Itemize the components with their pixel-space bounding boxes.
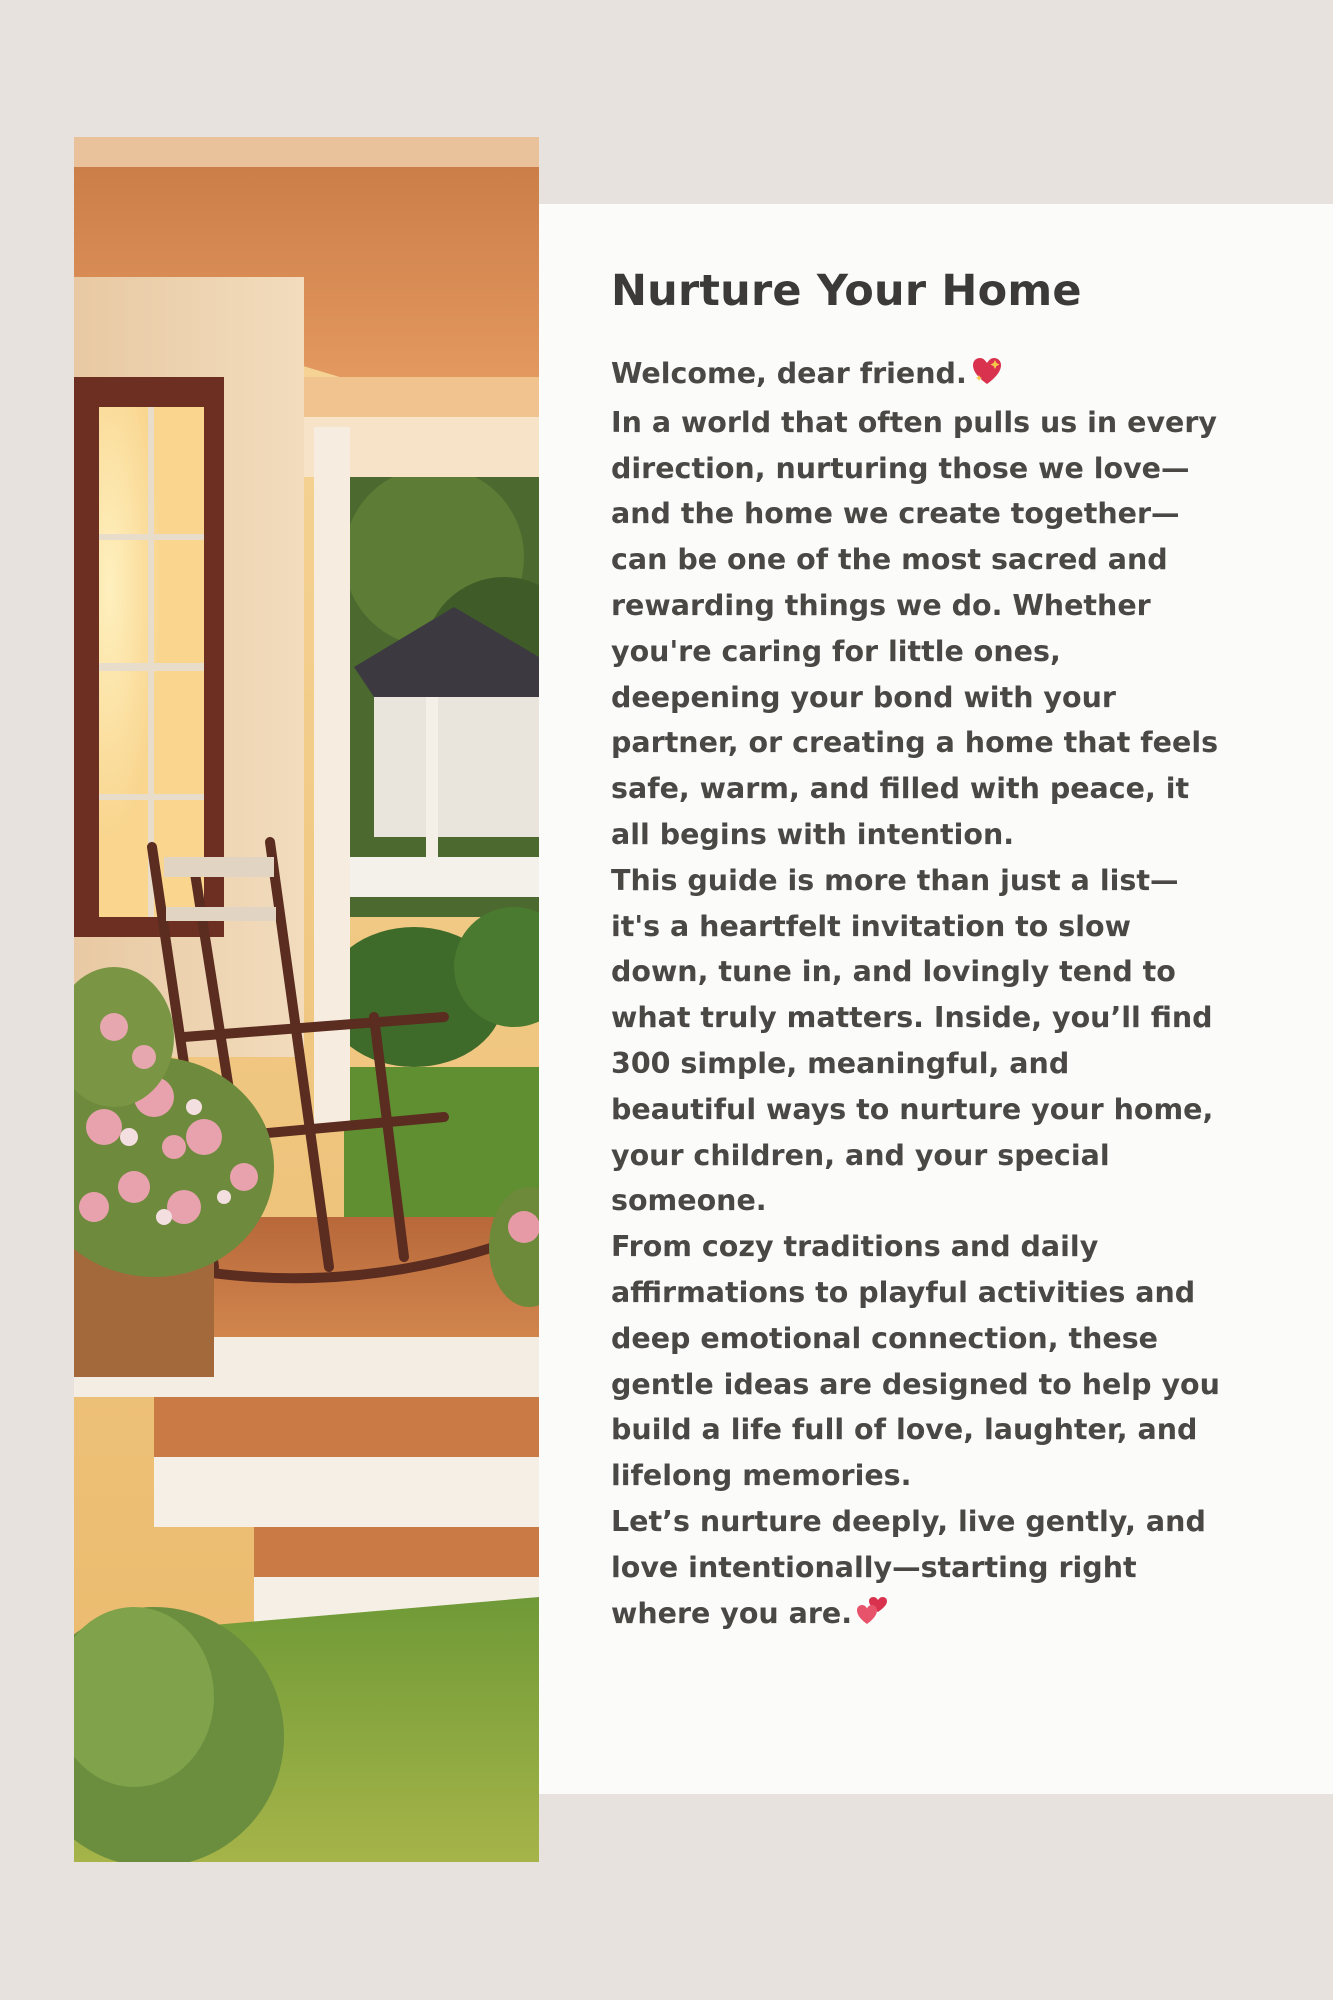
two-hearts-icon [856,1594,890,1640]
welcome-text: Welcome, dear friend. [611,357,967,390]
welcome-paragraph [611,351,1221,400]
paragraph-intention: In a world that often pulls us in every direction, nurturing those we love—and the home we create together—can be one of the most sacred and rewarding things we do. Whether you're caring for little ones, deepening your bond with your partner, or creating a home that feels safe, warm, and filled with peace, it all begins with intention. [611,405,1219,851]
paragraph-guide: This guide is more than just a list—it's a heartfelt invitation to slow down, tune in, and lovingly tend to what truly matters. Inside, you’ll find 300 simple, meaningful, and beautiful ways to nurture your home, your children, and your special someone. [611,863,1214,1218]
intro-text [611,351,1221,1639]
page-title: Nurture Your Home [611,266,1082,316]
closing-paragraph [611,1499,1221,1639]
intro-card [539,204,1333,1794]
paragraph-ideas: From cozy traditions and daily affirmations to playful activities and deep emotional connection, these gentle ideas are designed to help you build a life full of love, laughter, and lifelong memories. [611,1230,1220,1493]
porch-photo [74,137,539,1862]
sparkling-heart-icon [971,354,1003,400]
closing-text: Let’s nurture deeply, live gently, and love intentionally—starting right where you are. [611,1504,1206,1630]
